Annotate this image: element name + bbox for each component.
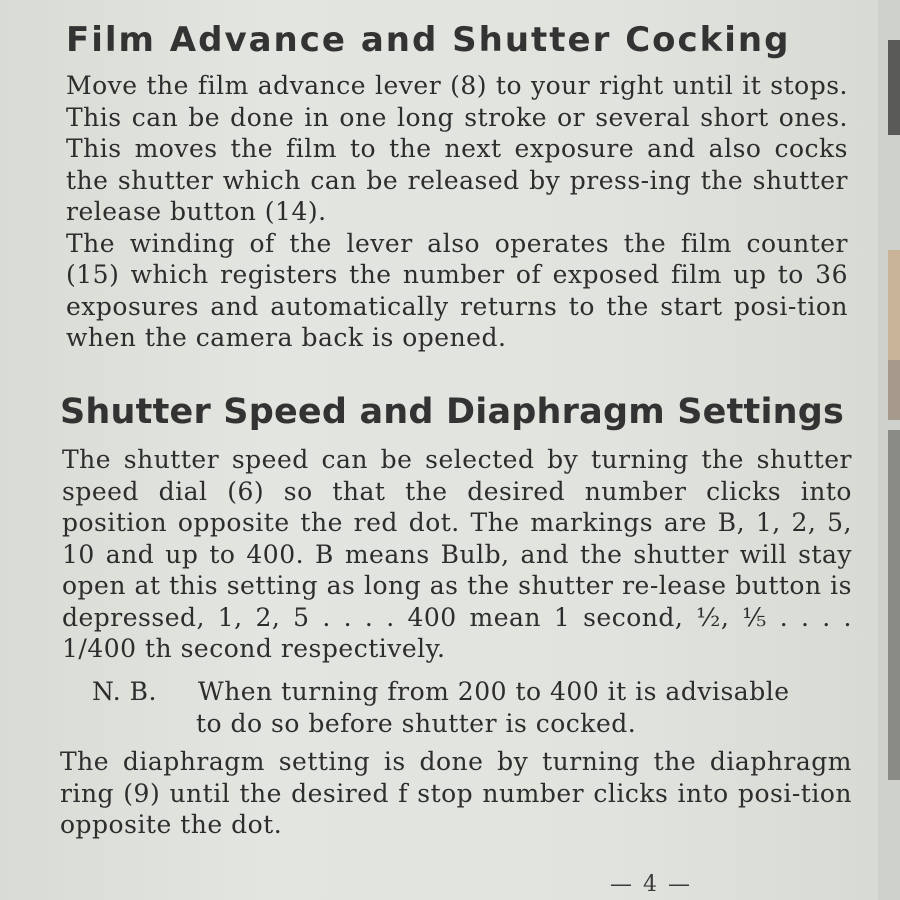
paragraph-film-counter: The winding of the lever also operates the film counter (15) which registers the number of exposed film up to 36 exposures and automatically returns to the start posi-tion when the camera back is opened. [66,228,848,352]
paragraph-film-advance-1: Move the film advance lever (8) to your right until it stops. This can be done in one long stroke or several short ones. This moves the film to the next exposure and also cocks the shutter which can be released by press-ing the shutter release button (14). [66,71,848,226]
page-tab [888,250,900,360]
page-tab [888,360,900,420]
nb-label: N. B. [92,677,157,706]
nb-note-line2: to do so before shutter is cocked. [196,709,637,738]
heading-film-advance: Film Advance and Shutter Cocking [66,20,791,60]
nb-note-line1 [92,676,852,708]
page-number: — 4 — [610,872,692,897]
heading-shutter-speed: Shutter Speed and Diaphragm Settings [60,392,845,432]
paragraph-diaphragm: The diaphragm setting is done by turning the diaphragm ring (9) until the desired f stop number clicks into posi-tion opposite the dot. [60,747,852,839]
paragraph-film-advance [66,70,848,354]
page-tab [888,40,900,135]
paragraph-shutter-speed: The shutter speed can be selected by turning the shutter speed dial (6) so that the desired number clicks into position opposite the red dot. The markings are B, 1, 2, 5, 10 and up to 400. B means Bulb, and the shutter will stay open at this setting as long as the shutter re-lease button is depressed, 1, 2, 5 . . . . 400 mean 1 second, ½, ⅕ . . . . 1/400 th second respectively. [62,445,852,663]
next-pages-edge [878,0,900,900]
nb-text-1: When turning from 200 to 400 it is advisable [198,677,790,706]
page-tab [888,430,900,780]
